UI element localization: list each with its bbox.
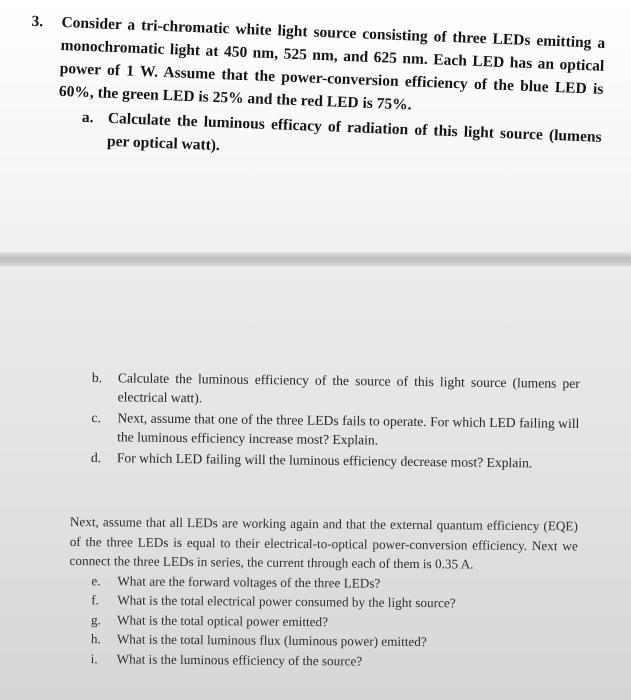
part-e-label: e. [91, 572, 101, 588]
part-c-label: c. [91, 409, 101, 426]
paper-fold [0, 252, 631, 266]
part-d-label: d. [90, 449, 102, 466]
part-b-label: b. [91, 369, 103, 386]
parts-b-to-d [91, 368, 580, 475]
section-2 [69, 512, 578, 672]
part-c-text: Next, assume that one of the three LEDs fails to operate. For which LED failing will the luminous efficiency increase most? Explain. [117, 410, 580, 448]
part-g-label: g. [90, 611, 102, 627]
question-number: 3. [31, 12, 44, 31]
part-b [92, 368, 580, 412]
part-i-label: i. [90, 650, 98, 666]
part-h-text: What is the total luminous flux (luminous power) emitted? [116, 631, 427, 650]
section-2-intro: Next, assume that all LEDs are working again and that the external quantum efficiency (EQE) of the three LEDs is equal to their electrical-to-optical power-conversion efficiency. Next we connect the three LEDs in series, the current through each of them is 0.35 A. [69, 513, 578, 572]
part-a-text: Calculate the luminous efficacy of radiation of this light source (lumens per optical watt). [106, 109, 602, 155]
part-c [91, 408, 579, 452]
question-block [31, 10, 606, 172]
part-f-label: f. [91, 592, 100, 608]
part-e-text: What are the forward voltages of the three LEDs? [117, 572, 381, 591]
question-intro: Consider a tri-chromatic white light source consisting of three LEDs emitting a monochromatic light at 450 nm, 525 nm, and 625 nm. Each LED has an optical power of 1 W. Assume that the power-conversion efficiency of the blue LED is 60%, the green LED is 25% and the red LED is 75%. [58, 13, 606, 114]
part-f-text: What is the total electrical power consumed by the light source? [117, 592, 456, 611]
section-2-questions [91, 571, 578, 673]
part-i-text: What is the luminous efficiency of the source? [116, 650, 363, 669]
part-d-text: For which LED failing will the luminous efficiency decrease most? Explain. [116, 450, 533, 471]
part-a-label: a. [81, 108, 94, 127]
part-d [91, 448, 579, 473]
part-h-label: h. [90, 631, 101, 647]
part-b-text: Calculate the luminous efficiency of the source of this light source (lumens per electrical watt). [117, 370, 580, 406]
part-g-text: What is the total optical power emitted? [116, 611, 329, 629]
